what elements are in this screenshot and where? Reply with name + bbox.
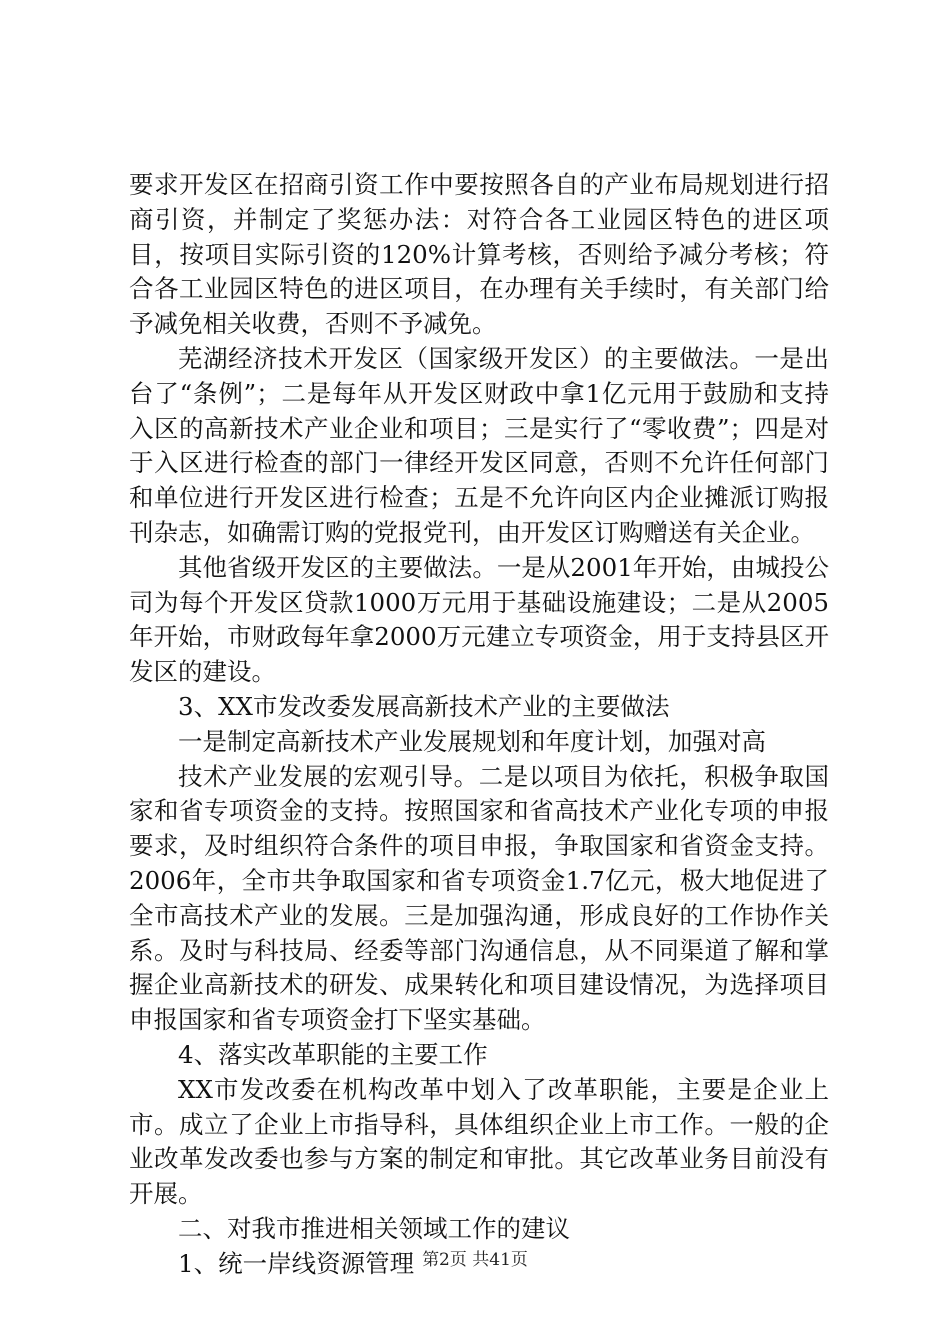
paragraph-plan-intro: 一是制定高新技术产业发展规划和年度计划，加强对高 — [178, 726, 766, 756]
paragraph-high-tech-details: 技术产业发展的宏观引导。二是以项目为依托，积极争取国家和省专项资金的支持。按照国家和省高技术产业化专项的申报要求，及时组织符合条件的项目申报，争取国家和省资金支持。2006年，全市共争取国家和省专项资金1.7亿元，极大地促进了全市高技术产业的发展。三是加强沟通，形成良好的工作协作关系。及时与科技局、经委等部门沟通信息，从不同渠道了解和掌握企业高新技术的研发、成果转化和项目建设情况，为选择项目申报国家和省专项资金打下坚实基础。 — [129, 761, 829, 1035]
page-footer — [0, 1245, 950, 1270]
paragraph-incentive-rules: 要求开发区在招商引资工作中要按照各自的产业布局规划进行招商引资，并制定了奖惩办法：对符合各工业园区特色的进区项目，按项目实际引资的120%计算考核，否则给予减分考核；符合各工业园区特色的进区项目，在办理有关手续时，有关部门给予减免相关收费，否则不予减免。 — [129, 170, 829, 339]
paragraph-provincial-zones: 其他省级开发区的主要做法。一是从2001年开始，由城投公司为每个开发区贷款1000万元用于基础设施建设；二是从2005年开始，市财政每年拿2000万元建立专项资金，用于支持县区开发区的建设。 — [129, 552, 829, 687]
heading-shoreline-management: 1、统一岸线资源管理 — [178, 1248, 415, 1278]
page-number-label: 第2页 共41页 — [422, 1250, 528, 1270]
heading-suggestions: 二、对我市推进相关领域工作的建议 — [178, 1213, 570, 1243]
paragraph-reform-details: XX市发改委在机构改革中划入了改革职能，主要是企业上市。成立了企业上市指导科，具体组织企业上市工作。一般的企业改革发改委也参与方案的制定和审批。其它改革业务目前没有开展。 — [129, 1074, 829, 1209]
heading-reform-functions: 4、落实改革职能的主要工作 — [178, 1039, 488, 1069]
document-body — [129, 168, 829, 1282]
heading-high-tech-industry: 3、XX市发改委发展高新技术产业的主要做法 — [178, 691, 670, 721]
paragraph-wuhu-development-zone: 芜湖经济技术开发区（国家级开发区）的主要做法。一是出台了“条例”；二是每年从开发区财政中拿1亿元用于鼓励和支持入区的高新技术产业企业和项目；三是实行了“零收费”；四是对于入区进行检查的部门一律经开发区同意，否则不允许任何部门和单位进行开发区进行检查；五是不允许向区内企业摊派订购报刊杂志，如确需订购的党报党刊，由开发区订购赠送有关企业。 — [129, 343, 829, 547]
